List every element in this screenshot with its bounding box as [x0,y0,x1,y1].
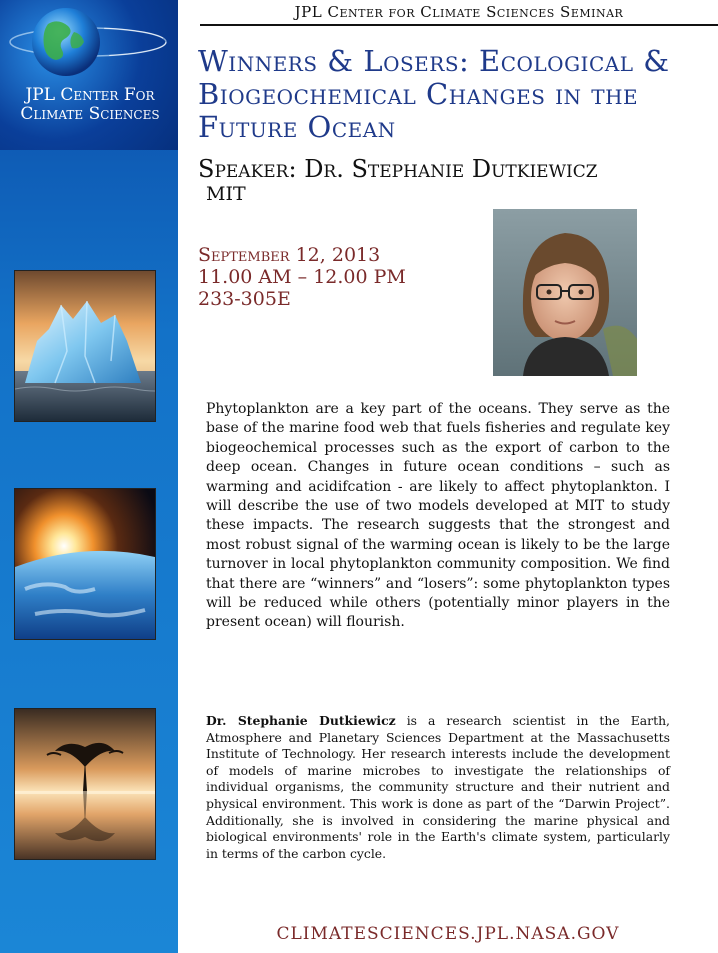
bio-text: is a research scientist in the Earth, Atmosphere and Planetary Sciences Department at the Massachusetts Institute of Technology. Her research interests include the development of models of marine microbes to investigate the relationships of individual organisms, the community structure and their nutrient and physical environment. This work is done as part of the “Darwin Project”. Additionally, she is involved in considering the marine physical and biological environments' role in the Earth's climate system, particularly in terms of the carbon cycle. [206,713,670,861]
brand-line-1: JPL Center For [25,85,155,105]
sunrise-earth-image [14,488,156,640]
speaker-portrait [493,209,637,376]
event-room: 233-305E [198,288,291,310]
talk-title: Winners & Losers: Ecological & Biogeochemical Changes in the Future Ocean [198,44,670,144]
brand-title [6,86,174,124]
event-info [198,244,406,310]
bio-speaker-name: Dr. Stephanie Dutkiewicz [206,713,396,728]
event-time: 11.00 AM – 12.00 PM [198,266,406,288]
event-date: September 12, 2013 [198,244,381,266]
tree-reflection-image [14,708,156,860]
brand-block [0,0,178,150]
brand-line-2: Climate Sciences [20,104,160,124]
sidebar [0,0,178,953]
speaker-affiliation: MIT [206,183,246,205]
website-link[interactable]: CLIMATESCIENCES.JPL.NASA.GOV [276,924,620,944]
globe-icon [8,2,168,86]
talk-abstract: Phytoplankton are a key part of the oceans. They serve as the base of the marine food web that fuels fisheries and regulate key biogeochemical processes such as the export of carbon to the deep ocean. Changes in future ocean conditions – such as warming and acidifcation - are likely to affect phytoplankton. I will describe the use of two models developed at MIT to study these impacts. The research suggests that the strongest and most robust signal of the warming ocean is likely to be the large turnover in local phytoplankton community composition. We find that there are “winners” and “losers”: some phytoplankton types will be reduced while others (potentially minor players in the present ocean) will flourish. [206,401,670,631]
seminar-header: JPL Center for Climate Sciences Seminar [200,0,718,26]
iceberg-image [14,270,156,422]
speaker-bio [206,713,670,862]
speaker-name: Speaker: Dr. Stephanie Dutkiewicz [198,155,598,183]
portrait-image [493,209,637,376]
